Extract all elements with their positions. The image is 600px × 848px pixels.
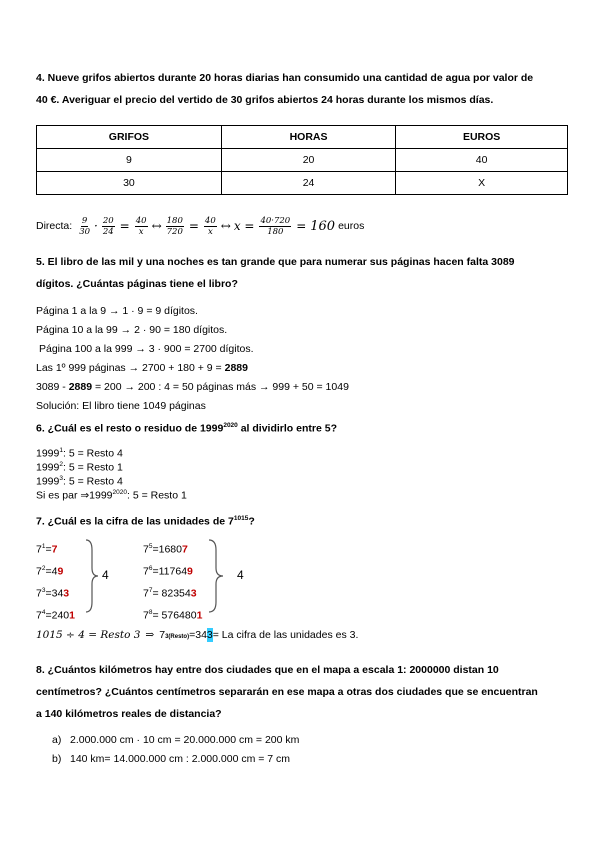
q6-statement	[36, 415, 337, 440]
power-exponent: 6	[148, 565, 153, 572]
fraction-numerator: 180	[166, 215, 183, 226]
q7-conclusion-text: = La cifra de las unidades es 3.	[212, 629, 359, 641]
q7-left-powers	[36, 540, 75, 628]
power-exponent: 4	[41, 609, 46, 616]
equals-sign: =	[296, 219, 307, 233]
power-last-digit: 7	[51, 543, 58, 556]
power-exponent: 5	[148, 543, 153, 550]
q6-par-exponent: 2020	[112, 489, 127, 496]
q6-par-rest: : 5 = Resto 1	[126, 489, 187, 502]
q5-line4-text: Las 1º 999 páginas → 2700 + 180 + 9 =	[36, 362, 225, 374]
fraction	[102, 216, 115, 237]
equals-sign: =	[119, 219, 130, 233]
q7-pow-equals: =34	[189, 629, 207, 641]
power-last-digit: 9	[57, 565, 64, 578]
dot-operator: ·	[94, 219, 98, 233]
q4-directa-formula	[36, 211, 364, 241]
q4-result: 160	[310, 218, 336, 234]
power-row	[36, 540, 75, 562]
power-base: 7	[143, 565, 149, 578]
q6-base: 1999	[36, 447, 60, 460]
q7-pow-base: 7	[159, 629, 166, 641]
power-equals: =	[45, 565, 52, 578]
fraction-denominator: 180	[267, 226, 284, 237]
directa-label: Directa:	[36, 220, 73, 232]
q5-line5-bold: 2889	[68, 381, 93, 393]
q5-line1: Página 1 a la 9 → 1 · 9 = 9 dígitos.	[36, 305, 198, 317]
power-base: 7	[143, 543, 149, 556]
q4-statement-line2: 40 €. Averiguar el precio del vertido de 30 grifos abiertos 24 horas durante los mismos días.	[36, 94, 494, 106]
fraction	[166, 216, 184, 237]
q7-highlighted-digit: 3	[206, 629, 213, 641]
q7-conclusion	[36, 628, 358, 642]
q8-answer-b	[52, 752, 290, 766]
power-equals: =	[152, 543, 159, 556]
power-digits: 576480	[158, 609, 197, 622]
power-last-digit: 1	[196, 609, 203, 622]
q5-statement-line1: 5. El libro de las mil y una noches es tan grande que para numerar sus páginas hacen falta 3089	[36, 256, 515, 268]
power-row	[36, 584, 75, 606]
q5-line5-text-c: = 200 → 200 : 4 = 50 páginas más → 999 + 50 = 1049	[92, 381, 349, 393]
power-exponent: 7	[148, 587, 153, 594]
x-equals: x =	[233, 219, 255, 233]
power-row	[143, 562, 202, 584]
table-cell: 20	[221, 149, 395, 172]
fraction-numerator: 40	[135, 215, 147, 226]
fraction-denominator: 30	[79, 226, 91, 237]
q6-statement-exponent: 2020	[223, 422, 238, 429]
power-base: 7	[143, 587, 149, 600]
table-cell: 40	[396, 149, 568, 172]
arrow-symbol: ↔	[220, 219, 231, 233]
q6-exponent: 1	[59, 447, 63, 454]
fraction-numerator: 9	[81, 215, 88, 226]
q6-rest: : 5 = Resto 4	[62, 475, 123, 488]
q6-base: 1999	[36, 461, 60, 474]
right-brace-icon	[207, 538, 231, 614]
fraction-denominator: x	[138, 226, 144, 237]
q6-par-text: Si es par ⇒1999	[36, 489, 113, 502]
table-row	[37, 149, 568, 172]
q4-table	[36, 125, 568, 195]
q7-right-powers	[143, 540, 202, 628]
q6-row-par	[36, 486, 187, 503]
power-digits: 34	[51, 587, 64, 600]
power-equals: =	[45, 543, 52, 556]
q6-statement-text-end: al dividirlo entre 5?	[237, 422, 337, 435]
q4-statement-line1: 4. Nueve grifos abiertos durante 20 horas diarias han consumido una cantidad de agua por valor de	[36, 72, 534, 84]
fraction-numerator: 40·720	[260, 215, 291, 226]
q8-text-b: 140 km= 14.000.000 cm : 2.000.000 cm = 7 cm	[70, 753, 291, 765]
q8-text-a: 2.000.000 cm · 10 cm = 20.000.000 cm = 200 km	[70, 734, 300, 746]
q7-period-left: 4	[102, 568, 109, 582]
power-equals: =	[45, 587, 52, 600]
power-digits: 82354	[158, 587, 191, 600]
q8-statement	[36, 659, 576, 725]
fraction	[204, 216, 217, 237]
power-base: 7	[36, 565, 42, 578]
power-equals: =	[152, 609, 159, 622]
table-row	[37, 172, 568, 195]
q5-solution: Solución: El libro tiene 1049 páginas	[36, 400, 206, 412]
fraction-denominator: x	[207, 226, 213, 237]
q8-statement-line1: 8. ¿Cuántos kilómetros hay entre dos ciudades que en el mapa a escala 1: 2000000 distan 10	[36, 664, 499, 676]
q8-statement-line3: a 140 kilómetros reales de distancia?	[36, 708, 222, 720]
power-digits: 11764	[158, 565, 188, 578]
power-last-digit: 7	[181, 543, 188, 556]
power-last-digit: 3	[190, 587, 197, 600]
power-equals: =	[152, 565, 159, 578]
arrow-symbol: ↔	[151, 219, 162, 233]
q5-line5-text-a: 3089 -	[36, 381, 69, 393]
power-last-digit: 9	[187, 565, 193, 578]
q6-exponent: 3	[59, 475, 63, 482]
power-base: 7	[36, 587, 42, 600]
q4-table-header-row	[37, 126, 568, 149]
power-last-digit: 1	[69, 609, 75, 622]
power-equals: =	[45, 609, 52, 622]
power-digits: 4	[51, 565, 58, 578]
q5-line4	[36, 361, 248, 375]
q7-statement-end: ?	[248, 515, 255, 528]
fraction-denominator: 24	[102, 226, 114, 237]
q6-rest: : 5 = Resto 4	[62, 447, 123, 460]
q5-line4-bold: 2889	[224, 362, 248, 374]
fraction	[79, 216, 90, 237]
power-equals: =	[152, 587, 159, 600]
power-base: 7	[143, 609, 149, 622]
fraction	[259, 216, 291, 237]
power-row	[143, 606, 202, 628]
power-exponent: 3	[41, 587, 46, 594]
power-row	[143, 584, 202, 606]
table-cell: 9	[37, 149, 222, 172]
q7-period-right: 4	[237, 568, 244, 582]
left-brace-icon	[84, 538, 100, 614]
fraction-denominator: 720	[166, 226, 183, 237]
q8-statement-line2: centímetros? ¿Cuántos centímetros separarán en ese mapa a otras dos ciudades que se encuentran	[36, 686, 538, 698]
q5-line5	[36, 380, 349, 394]
q4-header-grifos: GRIFOS	[37, 126, 222, 149]
q7-statement	[36, 508, 255, 533]
q6-exponent: 2	[59, 461, 63, 468]
power-last-digit: 3	[63, 587, 70, 600]
q5-line3: Página 100 a la 999 → 3 · 900 = 2700 dígitos.	[39, 343, 254, 355]
fraction-numerator: 20	[102, 215, 114, 226]
power-digits: 1680	[158, 543, 182, 556]
q7-calc: 1015 ÷ 4 = Resto 3	[36, 629, 141, 641]
power-base: 7	[36, 609, 42, 622]
power-row	[36, 606, 75, 628]
power-exponent: 8	[148, 609, 153, 616]
q7-statement-text: 7. ¿Cuál es la cifra de las unidades de 7	[36, 515, 234, 528]
power-base: 7	[36, 543, 42, 556]
q5-statement-line2: dígitos. ¿Cuántas páginas tiene el libro?	[36, 278, 238, 290]
q4-header-horas: HORAS	[221, 126, 395, 149]
q4-header-euros: EUROS	[396, 126, 568, 149]
power-exponent: 1	[41, 543, 46, 550]
q4-unit: euros	[338, 220, 365, 232]
q8-answer-a	[52, 733, 299, 747]
q5-line2: Página 10 a la 99 → 2 · 90 = 180 dígitos.	[36, 324, 228, 336]
equals-sign: =	[188, 219, 199, 233]
table-cell: X	[396, 172, 568, 195]
table-cell: 24	[221, 172, 395, 195]
q7-pow-exponent: 3(Resto)	[165, 634, 190, 640]
q5-statement	[36, 251, 576, 295]
fraction-numerator: 40	[204, 215, 216, 226]
q8-label-b: b)	[52, 753, 62, 765]
q7-statement-exponent: 1015	[233, 515, 249, 522]
power-row	[36, 562, 75, 584]
power-digits: 240	[51, 609, 70, 622]
power-row	[143, 540, 202, 562]
implies-symbol: ⇒	[145, 629, 155, 641]
table-cell: 30	[37, 172, 222, 195]
q6-rest: : 5 = Resto 1	[62, 461, 123, 474]
q4-statement	[36, 67, 576, 111]
q8-label-a: a)	[52, 734, 62, 746]
q6-base: 1999	[36, 475, 60, 488]
q6-statement-text: 6. ¿Cuál es el resto o residuo de 1999	[36, 422, 224, 435]
fraction	[135, 216, 148, 237]
power-exponent: 2	[41, 565, 46, 572]
